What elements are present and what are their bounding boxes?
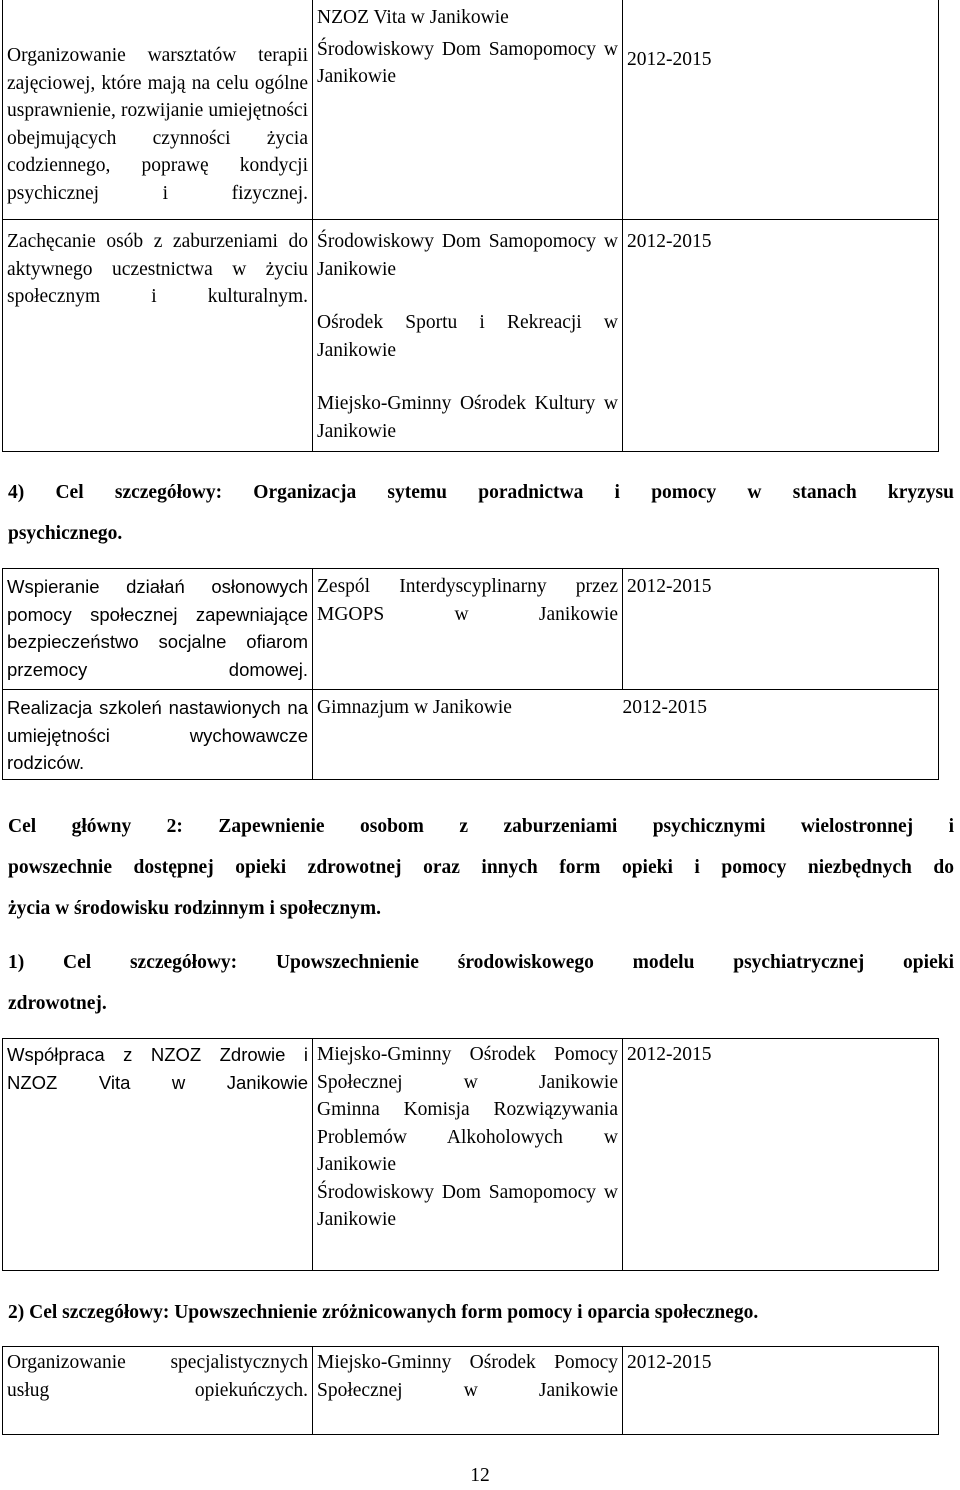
section-heading-text: 2) Cel szczegółowy: Upowszechnienie zróżnicowanych form pomocy i oparcia społecznego. [8, 1302, 759, 1323]
task-description: Zachęcanie osób z zaburzeniami do aktywnego uczestnictwa w życiu społecznym i kulturalnym. [7, 231, 308, 307]
section-heading-4 [8, 472, 954, 554]
section-heading-text: 4) Cel szczegółowy: Organizacja sytemu poradnictwa i pomocy w stanach kryzysu [8, 482, 954, 503]
partner-name: Ośrodek Sportu i Rekreacji w Janikowie [317, 312, 618, 361]
table-objectives-3 [2, 0, 939, 452]
task-description: Organizowanie specjalistycznych usług opiekuńczych. [7, 1352, 308, 1401]
section-heading-2 [8, 1292, 954, 1333]
main-goal-line: życia w środowisku rodzinnym i społecznym. [8, 898, 382, 919]
partner-name: Środowiskowy Dom Samopomocy w Janikowie [317, 231, 618, 280]
partner-name: Gimnazjum w Janikowie [317, 697, 512, 718]
table-objectives-6 [2, 1346, 939, 1435]
section-heading-text: 1) Cel szczegółowy: Upowszechnienie środowiskowego modelu psychiatrycznej opieki [8, 952, 954, 973]
section-heading-tail: zdrowotnej. [8, 993, 107, 1014]
table-objectives-4 [2, 568, 939, 780]
partner-name: Środowiskowy Dom Samopomocy w Janikowie [317, 38, 618, 87]
partner-name: Zespól Interdyscyplinarny przez MGOPS w Janikowie [317, 576, 618, 625]
partner-name: Gminna Komisja Rozwiązywania Problemów Alkoholowych w Janikowie [317, 1099, 618, 1175]
table-objectives-5 [2, 1038, 939, 1271]
section-heading-tail: psychicznego. [8, 523, 123, 544]
period-value: 2012-2015 [627, 576, 712, 597]
table-row [3, 1347, 939, 1435]
table-row [3, 1039, 939, 1271]
table-row [3, 690, 939, 780]
partner-name: Środowiskowy Dom Samopomocy w Janikowie [317, 1181, 618, 1230]
partner-name: Miejsko-Gminny Ośrodek Kultury w Janikowie [317, 393, 618, 442]
partner-continuation: NZOZ Vita w Janikowie [317, 7, 509, 28]
table-row [3, 569, 939, 690]
section-heading-1 [8, 942, 954, 1024]
table-row [3, 220, 939, 452]
task-description: Organizowanie warsztatów terapii zajęciowej, które mają na celu ogólne usprawnienie, rozwijanie umiejętności obejmujących czynności życia codziennego, poprawę kondycji psychicznej i fizycznej. [7, 45, 308, 204]
period-value: 2012-2015 [627, 1352, 712, 1373]
partner-name: Miejsko-Gminny Ośrodek Pomocy Społecznej w Janikowie [317, 1044, 618, 1093]
period-value: 2012-2015 [622, 697, 707, 718]
task-description: Współpraca z NZOZ Zdrowie i NZOZ Vita w Janikowie [7, 1044, 308, 1093]
page-number: 12 [470, 1465, 490, 1486]
task-description: Realizacja szkoleń nastawionych na umiejętności wychowawcze rodziców. [7, 697, 308, 773]
partner-name: Miejsko-Gminny Ośrodek Pomocy Społecznej w Janikowie [317, 1352, 618, 1401]
period-value: 2012-2015 [627, 49, 712, 70]
task-description: Wspieranie działań osłonowych pomocy społecznej zapewniające bezpieczeństwo socjalne ofiarom przemocy domowej. [7, 576, 308, 680]
period-value: 2012-2015 [627, 231, 712, 252]
main-goal-heading [8, 806, 954, 929]
period-value: 2012-2015 [627, 1044, 712, 1065]
main-goal-line: Cel główny 2: Zapewnienie osobom z zaburzeniami psychicznymi wielostronnej i [8, 816, 954, 837]
main-goal-line: powszechnie dostępnej opieki zdrowotnej oraz innych form opieki i pomocy niezbędnych do [8, 857, 954, 878]
